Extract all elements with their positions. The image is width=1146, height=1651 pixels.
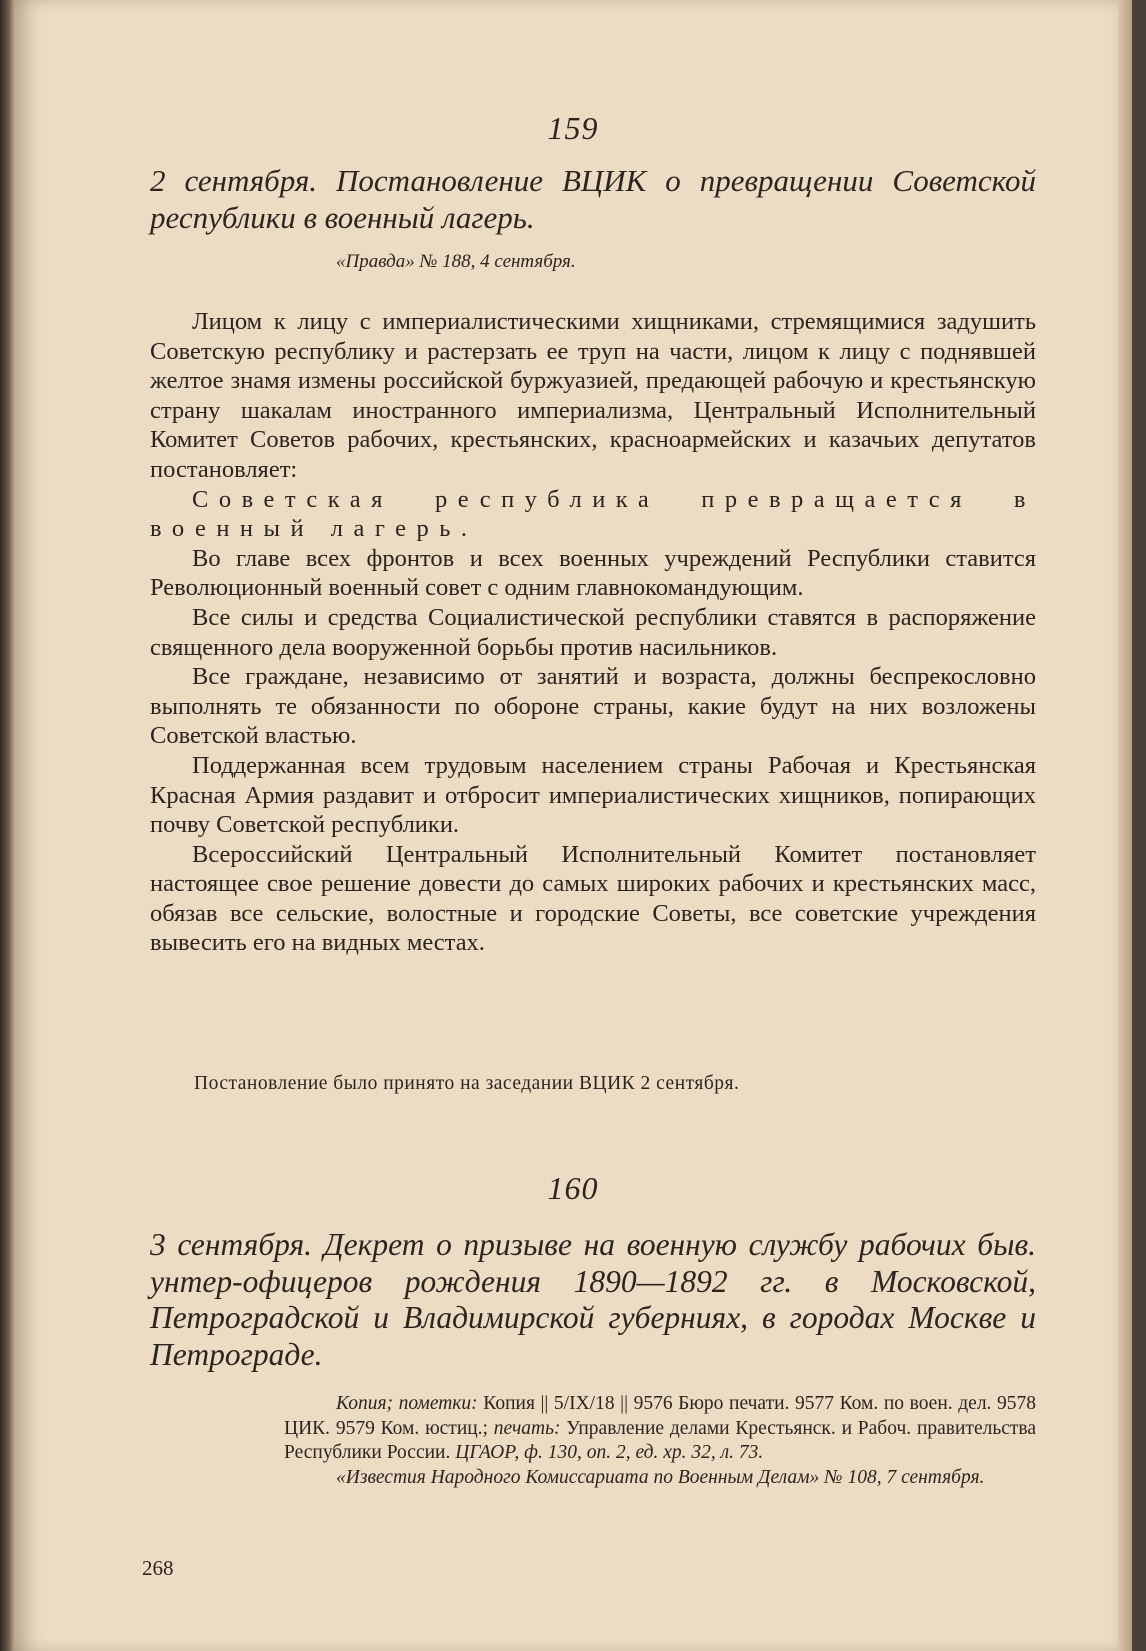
source-citation-159: «Правда» № 188, 4 сентября. [336,251,576,272]
stamp-label: печать: [493,1417,561,1439]
document-body-159 [150,307,1036,958]
document-number-160: 160 [547,1170,599,1206]
paragraph-7: Всероссийский Центральный Исполнительный Комитет постановляет настоящее свое решение довести до самых широких рабочих и крестьянских масс, обязав все сельские, волостные и городские Советы, все советские учреждения вывесить его на видных местах. [150,840,1036,957]
paragraph-5: Все граждане, независимо от занятий и возраста, должны беспрекословно выполнять те обязанности по обороне страны, какие будут на них возложены Советской властью. [150,663,1036,750]
copy-note [284,1392,1036,1466]
archival-notes-160 [284,1392,1036,1490]
paragraph-2: Советская республика превращается в военный лагерь. [150,485,1036,543]
paragraph-6: Поддержанная всем трудовым населением страны Рабочая и Крестьянская Красная Армия раздавит и отбросит империалистических хищников, попирающих почву Советской республики. [150,751,1036,839]
adoption-note: Постановление было принято на заседании ВЦИК 2 сентября. [194,1073,740,1094]
page-edge [1118,0,1132,1651]
paragraph-1: Лицом к лицу с империалистическими хищниками, стремящимися задушить Советскую республику и растерзать ее труп на части, лицом к лицу с поднявшей желтое знамя измены российской буржуазией, предающей рабочую и крестьянскую страну шакалам иностранного империализма, Центральный Исполнительный Комитет Советов рабочих, крестьянских, красноармейских и казачьих депутатов постановляет: [150,308,1036,483]
document-number-159: 159 [547,110,599,146]
publication-reference: «Известия Народного Комиссариата по Военным Делам» № 108, 7 сентября. [336,1466,985,1488]
document-title-160: 3 сентября. Декрет о призыве на военную службу рабочих быв. унтер-офицеров рождения 1890—1892 гг. в Московской, Петроградской и Владимирской губерниях, в городах Москве и Петрограде. [150,1227,1036,1372]
book-spine [0,0,14,1651]
paragraph-3: Во главе всех фронтов и всех военных учреждений Республики ставится Революционный военный совет с одним главнокомандующим. [150,544,1036,602]
archive-reference: ЦГАОР, ф. 130, оп. 2, ед. хр. 32, л. 73. [455,1442,764,1463]
paragraph-4: Все силы и средства Социалистической республики ставятся в распоряжение священного дела вооруженной борьбы против насильников. [150,603,1036,661]
document-title-159: 2 сентября. Постановление ВЦИК о превращении Советской республики в военный лагерь. [150,163,1036,235]
page-number: 268 [142,1556,174,1580]
stamp-text: Управление делами Крестьянск. и Рабоч. правительства Республики России. [284,1417,1037,1463]
copy-label: Копия; пометки: [336,1393,478,1414]
copy-text: Копия || 5/IX/18 || 9576 Бюро печати. 9577 Ком. по воен. дел. 9578 ЦИК. 9579 Ком. юстиц.; [284,1393,1037,1439]
